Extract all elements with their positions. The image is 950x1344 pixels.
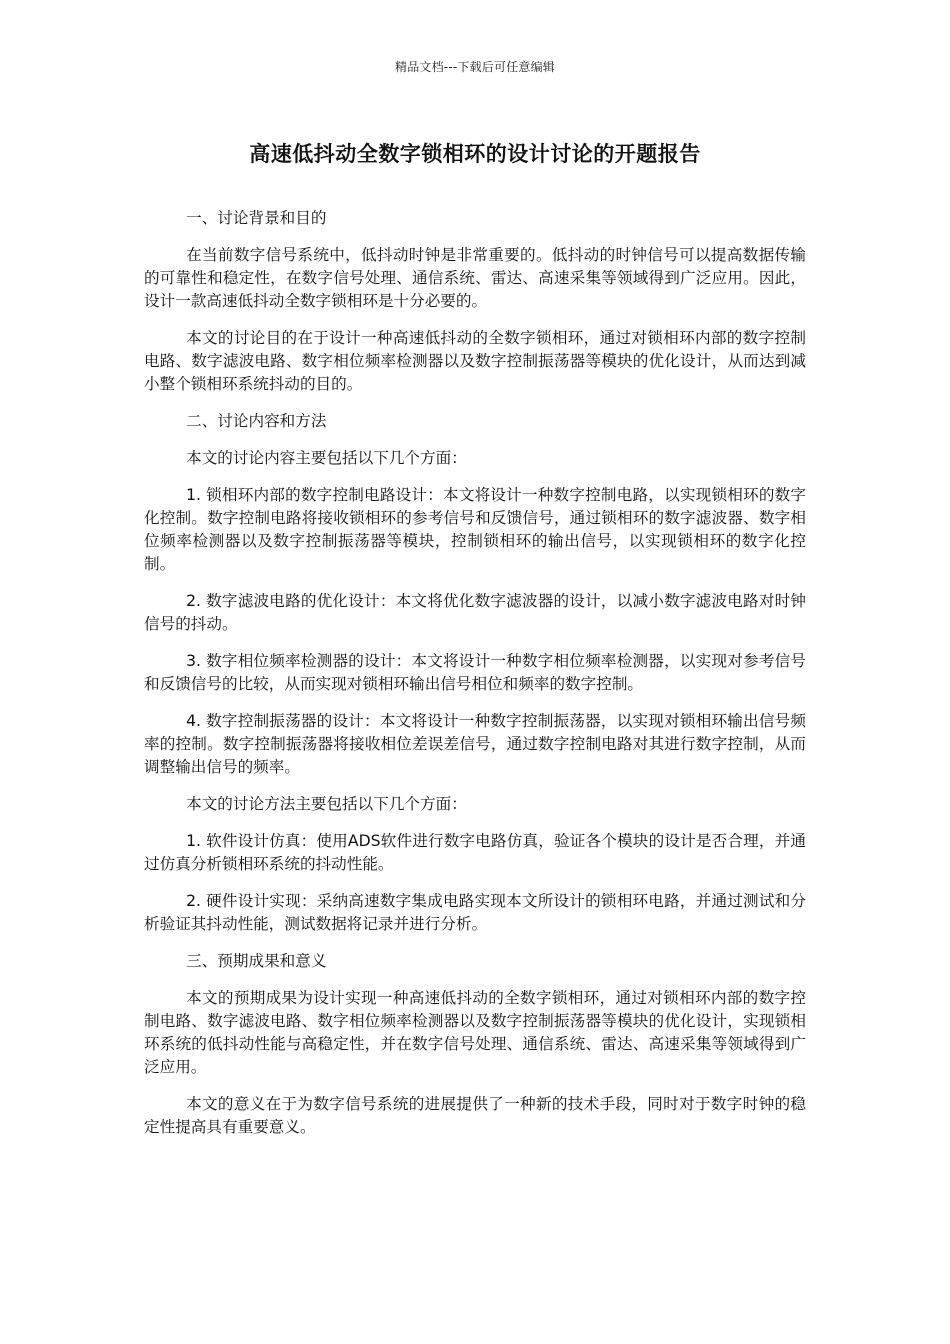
paragraph: 本文的讨论目的在于设计一种高速低抖动的全数字锁相环，通过对锁相环内部的数字控制电路、数字滤波电路、数字相位频率检测器以及数字控制振荡器等模块的优化设计，从而达到减小整个锁相环系统抖动的目的。 (144, 329, 806, 393)
paragraph: 本文的意义在于为数字信号系统的进展提供了一种新的技术手段，同时对于数字时钟的稳定性提高具有重要意义。 (144, 1095, 806, 1136)
list-item: 3. 数字相位频率检测器的设计：本文将设计一种数字相位频率检测器，以实现对参考信号和反馈信号的比较，从而实现对锁相环输出信号相位和频率的数字控制。 (144, 652, 806, 693)
list-item: 2. 硬件设计实现：采纳高速数字集成电路实现本文所设计的锁相环电路，并通过测试和分析验证其抖动性能，测试数据将记录并进行分析。 (144, 892, 806, 933)
paragraph: 本文的讨论方法主要包括以下几个方面： (186, 795, 467, 813)
list-item: 1. 软件设计仿真：使用ADS软件进行数字电路仿真，验证各个模块的设计是否合理，并通过仿真分析锁相环系统的抖动性能。 (144, 832, 806, 873)
document-body (144, 207, 806, 1153)
list-item: 4. 数字控制振荡器的设计：本文将设计一种数字控制振荡器，以实现对锁相环输出信号频率的控制。数字控制振荡器将接收相位差误差信号，通过数字控制电路对其进行数字控制，从而调整输出信号的频率。 (144, 712, 806, 776)
document-title: 高速低抖动全数字锁相环的设计讨论的开题报告 (249, 142, 701, 166)
paragraph: 在当前数字信号系统中，低抖动时钟是非常重要的。低抖动的时钟信号可以提高数据传输的可靠性和稳定性，在数字信号处理、通信系统、雷达、高速采集等领域得到广泛应用。因此，设计一款高速低抖动全数字锁相环是十分必要的。 (144, 246, 806, 310)
section-heading: 二、讨论内容和方法 (186, 412, 327, 430)
paragraph: 本文的讨论内容主要包括以下几个方面： (186, 449, 467, 467)
list-item: 1. 锁相环内部的数字控制电路设计：本文将设计一种数字控制电路，以实现锁相环的数字化控制。数字控制电路将接收锁相环的参考信号和反馈信号，通过锁相环的数字滤波器、数字相位频率检测器以及数字控制振荡器等模块，控制锁相环的输出信号，以实现锁相环的数字化控制。 (144, 486, 806, 573)
paragraph: 本文的预期成果为设计实现一种高速低抖动的全数字锁相环，通过对锁相环内部的数字控制电路、数字滤波电路、数字相位频率检测器以及数字控制振荡器等模块的优化设计，实现锁相环系统的低抖动性能与高稳定性，并在数字信号处理、通信系统、雷达、高速采集等领域得到广泛应用。 (144, 989, 806, 1076)
section-heading: 一、讨论背景和目的 (186, 209, 327, 227)
header-note: 精品文档---下载后可任意编辑 (395, 60, 555, 74)
section-heading: 三、预期成果和意义 (186, 952, 327, 970)
list-item: 2. 数字滤波电路的优化设计：本文将优化数字滤波器的设计，以减小数字滤波电路对时钟信号的抖动。 (144, 592, 806, 633)
